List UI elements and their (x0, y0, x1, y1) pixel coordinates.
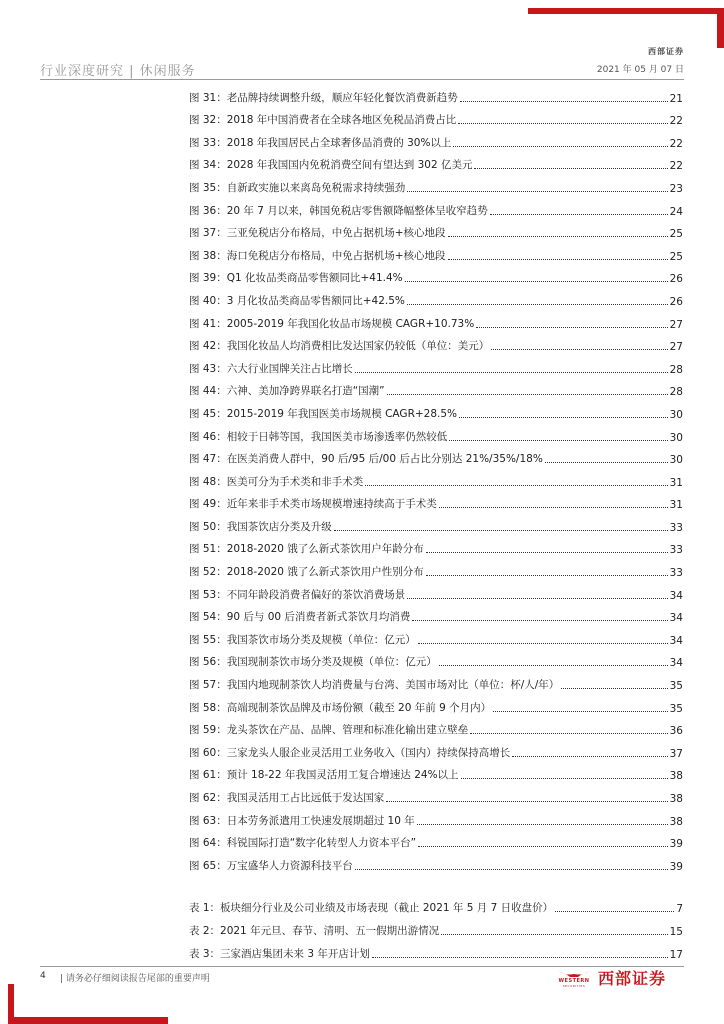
figure-entry-page: 36 (669, 725, 683, 738)
figure-entry-title: 图 63：日本劳务派遣用工快速发展期超过 10 年 (189, 814, 415, 827)
figure-entry-page: 38 (669, 770, 683, 783)
header-brand: 西部证券 (648, 47, 684, 56)
figure-entry-page: 31 (669, 476, 683, 489)
corner-accent-bottom-left (8, 1017, 168, 1024)
figure-entry-title: 图 40：3 月化妆品类商品零售额同比+42.5% (189, 294, 405, 307)
figure-entry[interactable] (189, 150, 683, 173)
figure-entry[interactable] (189, 240, 683, 263)
figure-entry-title: 图 44：六神、美加净跨界联名打造“国潮” (189, 385, 385, 398)
dot-leader (461, 778, 668, 779)
toc-gap (189, 873, 683, 893)
dot-leader (459, 417, 668, 418)
figure-entry-page: 34 (669, 612, 683, 625)
figure-entry[interactable] (189, 263, 683, 286)
figure-entry-title: 图 59：龙头茶饮在产品、品牌、管理和标准化输出建立壁垒 (189, 724, 469, 737)
figure-entry[interactable] (189, 82, 683, 105)
table-entry[interactable] (189, 915, 683, 938)
table-entry-title: 表 2：2021 年元旦、春节、清明、五一假期出游情况 (189, 924, 440, 937)
figure-entry[interactable] (189, 579, 683, 602)
figure-index (189, 82, 683, 873)
dot-leader (448, 259, 668, 260)
dot-leader (460, 101, 668, 102)
figure-entry-page: 25 (669, 228, 683, 241)
figure-entry-title: 图 51：2018-2020 饿了么新式茶饮用户年龄分布 (189, 543, 424, 556)
figure-entry-page: 21 (669, 92, 683, 105)
figure-entry-title: 图 47：在医美消费人群中，90 后/95 后/00 后占比分别达 21%/35%/18% (189, 453, 543, 466)
figure-entry-title: 图 56：我国现制茶饮市场分类及规模（单位：亿元） (189, 656, 437, 669)
figure-entry-title: 图 65：万宝盛华人力资源科技平台 (189, 859, 353, 872)
figure-entry-page: 37 (669, 747, 683, 760)
figure-entry[interactable] (189, 331, 683, 354)
figure-entry[interactable] (189, 285, 683, 308)
figure-entry-title: 图 42：我国化妆品人均消费相比发达国家仍较低（单位：美元） (189, 340, 490, 353)
figure-entry-page: 26 (669, 273, 683, 286)
dot-leader (412, 620, 667, 621)
figure-entry-page: 33 (669, 521, 683, 534)
figure-entry[interactable] (189, 805, 683, 828)
figure-entry-title: 图 52：2018-2020 饿了么新式茶饮用户性别分布 (189, 566, 424, 579)
figure-entry-title: 图 43：六大行业国牌关注占比增长 (189, 362, 353, 375)
figure-entry-page: 27 (669, 318, 683, 331)
dot-leader (545, 462, 668, 463)
logo-chinese-name: 西部证券 (598, 969, 667, 988)
logo-english-name: WESTERN (558, 977, 590, 984)
dot-leader (417, 824, 668, 825)
dot-leader (418, 846, 668, 847)
corner-accent-top-right-vertical (717, 8, 724, 48)
figure-entry-page: 39 (669, 860, 683, 873)
figure-entry[interactable] (189, 782, 683, 805)
figure-entry-title: 图 61：预计 18-22 年我国灵活用工复合增速达 24%以上 (189, 769, 459, 782)
figure-entry[interactable] (189, 353, 683, 376)
figure-entry-page: 30 (669, 431, 683, 444)
figure-entry-page: 35 (669, 702, 683, 715)
dot-leader (426, 575, 668, 576)
dot-leader (448, 236, 668, 237)
figure-entry-title: 图 54：90 后与 00 后消费者新式茶饮月均消费 (189, 611, 411, 624)
figure-entry-title: 图 36：20 年 7 月以来，韩国免税店零售额降幅整体呈收窄趋势 (189, 204, 488, 217)
figure-entry-page: 23 (669, 182, 683, 195)
figure-entry[interactable] (189, 195, 683, 218)
figure-entry-title: 图 64：科锐国际打造“数字化转型人力资本平台” (189, 837, 417, 850)
dot-leader (405, 281, 668, 282)
figure-entry[interactable] (189, 489, 683, 512)
figure-entry-page: 22 (669, 137, 683, 150)
figure-entry[interactable] (189, 669, 683, 692)
figure-entry-title: 图 32：2018 年中国消费者在全球各地区免税品消费占比 (189, 114, 457, 127)
dot-leader (426, 552, 668, 553)
figure-entry-page: 33 (669, 567, 683, 580)
dot-leader (387, 394, 668, 395)
figure-entry-title: 图 55：我国茶饮市场分类及规模（单位：亿元） (189, 633, 416, 646)
figure-entry-title: 图 34：2028 年我国国内免税消费空间有望达到 302 亿美元 (189, 159, 473, 172)
table-entry-page: 17 (669, 948, 683, 961)
figure-entry[interactable] (189, 556, 683, 579)
figure-entry[interactable] (189, 376, 683, 399)
table-entry-page: 15 (669, 925, 683, 938)
logo-english-sub: SECURITIES (562, 983, 586, 988)
figure-entry-title: 图 57：我国内地现制茶饮人均消费量与台湾、美国市场对比（单位：杯/人/年） (189, 679, 560, 692)
figure-entry-title: 图 45：2015-2019 年我国医美市场规模 CAGR+28.5% (189, 407, 458, 420)
figure-entry-page: 35 (669, 680, 683, 693)
table-entry-title: 表 1：板块细分行业及公司业绩及市场表现（截止 2021 年 5 月 7 日收盘价） (189, 902, 554, 915)
dot-leader (474, 168, 667, 169)
dot-leader (407, 598, 667, 599)
dot-leader (512, 756, 667, 757)
company-logo (556, 966, 666, 989)
figure-entry[interactable] (189, 218, 683, 241)
figure-entry-page: 26 (669, 295, 683, 308)
header-date: 2021 年 05 月 07 日 (596, 65, 684, 75)
figure-entry-page: 31 (669, 499, 683, 512)
header-divider (40, 79, 684, 80)
figure-entry-page: 25 (669, 250, 683, 263)
dot-leader (365, 485, 667, 486)
figure-entry-title: 图 37：三亚免税店分布格局，中免占据机场+核心地段 (189, 227, 446, 240)
figure-entry-page: 22 (669, 115, 683, 128)
figure-entry[interactable] (189, 828, 683, 851)
table-index (189, 893, 683, 961)
dot-leader (334, 530, 668, 531)
figure-entry[interactable] (189, 624, 683, 647)
figure-entry-page: 28 (669, 386, 683, 399)
figure-entry-page: 34 (669, 657, 683, 670)
figure-entry-page: 33 (669, 544, 683, 557)
figure-entry-title: 图 38：海口免税店分布格局，中免占据机场+核心地段 (189, 249, 446, 262)
figure-entry-title: 图 50：我国茶饮店分类及升级 (189, 520, 332, 533)
dot-leader (372, 957, 668, 958)
dot-leader (561, 688, 667, 689)
figure-entry[interactable] (189, 534, 683, 557)
table-entry[interactable] (189, 893, 683, 916)
dot-leader (555, 911, 674, 912)
figure-entry-title: 图 46：相较于日韩等国，我国医美市场渗透率仍然较低 (189, 430, 448, 443)
figure-entry[interactable] (189, 647, 683, 670)
figure-entry-title: 图 33：2018 年我国居民占全球奢侈品消费的 30%以上 (189, 136, 452, 149)
figure-entry-page: 38 (669, 815, 683, 828)
figure-entry-title: 图 62：我国灵活用工占比远低于发达国家 (189, 792, 385, 804)
figure-entry-page: 39 (669, 838, 683, 851)
dot-leader (418, 643, 668, 644)
figure-entry-title: 图 49：近年来非手术类市场规模增速持续高于手术类 (189, 498, 437, 511)
dot-leader (449, 440, 667, 441)
dot-leader (355, 869, 668, 870)
toc-list (189, 82, 683, 961)
figure-entry[interactable] (189, 715, 683, 738)
dot-leader (355, 372, 668, 373)
figure-entry[interactable] (189, 172, 683, 195)
logo-mark (556, 968, 592, 988)
footer-disclaimer: | 请务必仔细阅读报告尾部的重要声明 (60, 974, 210, 984)
figure-entry[interactable] (189, 692, 683, 715)
figure-entry[interactable] (189, 760, 683, 783)
figure-entry[interactable] (189, 421, 683, 444)
figure-entry-title: 图 31：老品牌持续调整升级，顺应年轻化餐饮消费新趋势 (189, 91, 458, 104)
dot-leader (441, 934, 668, 935)
figure-entry[interactable] (189, 850, 683, 873)
figure-entry-page: 30 (669, 454, 683, 467)
figure-entry[interactable] (189, 466, 683, 489)
figure-entry[interactable] (189, 127, 683, 150)
dot-leader (453, 146, 667, 147)
dot-leader (386, 801, 667, 802)
figure-entry-page: 34 (669, 634, 683, 647)
figure-entry-title: 图 48：医美可分为手术类和非手术类 (189, 475, 364, 488)
dot-leader (439, 507, 668, 508)
figure-entry[interactable] (189, 308, 683, 331)
dot-leader (490, 214, 668, 215)
table-entry[interactable] (189, 938, 683, 961)
dot-leader (476, 327, 667, 328)
figure-entry-title: 图 58：高端现制茶饮品牌及市场份额（截至 20 年前 9 个月内） (189, 701, 492, 714)
dot-leader (493, 711, 668, 712)
header-section-title: 行业深度研究 | 休闲服务 (40, 64, 196, 79)
figure-entry-page: 22 (669, 160, 683, 173)
figure-entry-title: 图 41：2005-2019 年我国化妆品市场规模 CAGR+10.73% (189, 317, 475, 330)
figure-entry-page: 24 (669, 205, 683, 218)
ox-head-icon (556, 968, 592, 978)
dot-leader (470, 733, 667, 734)
figure-entry-page: 38 (669, 793, 683, 805)
figure-entry[interactable] (189, 737, 683, 760)
figure-entry[interactable] (189, 398, 683, 421)
figure-entry[interactable] (189, 444, 683, 467)
figure-entry-title: 图 53：不同年龄段消费者偏好的茶饮消费场景 (189, 588, 406, 601)
footer-page-number: 4 (40, 971, 46, 981)
figure-entry-title: 图 39：Q1 化妆品类商品零售额同比+41.4% (189, 272, 403, 285)
dot-leader (458, 123, 667, 124)
figure-entry-title: 图 60：三家龙头人服企业灵活用工业务收入（国内）持续保持高增长 (189, 746, 511, 759)
figure-entry-title: 图 35：自新政实施以来离岛免税需求持续强劲 (189, 181, 406, 194)
corner-accent-top-right (528, 8, 724, 14)
figure-entry-page: 34 (669, 589, 683, 602)
figure-entry-page: 28 (669, 363, 683, 376)
dot-leader (407, 191, 667, 192)
figure-entry[interactable] (189, 602, 683, 625)
figure-entry[interactable] (189, 105, 683, 128)
dot-leader (491, 349, 667, 350)
table-entry-page: 7 (676, 903, 683, 916)
table-entry-title: 表 3：三家酒店集团未来 3 年开店计划 (189, 947, 370, 960)
figure-entry-page: 30 (669, 408, 683, 421)
figure-entry-page: 27 (669, 341, 683, 354)
dot-leader (439, 665, 668, 666)
dot-leader (407, 304, 668, 305)
figure-entry[interactable] (189, 511, 683, 534)
